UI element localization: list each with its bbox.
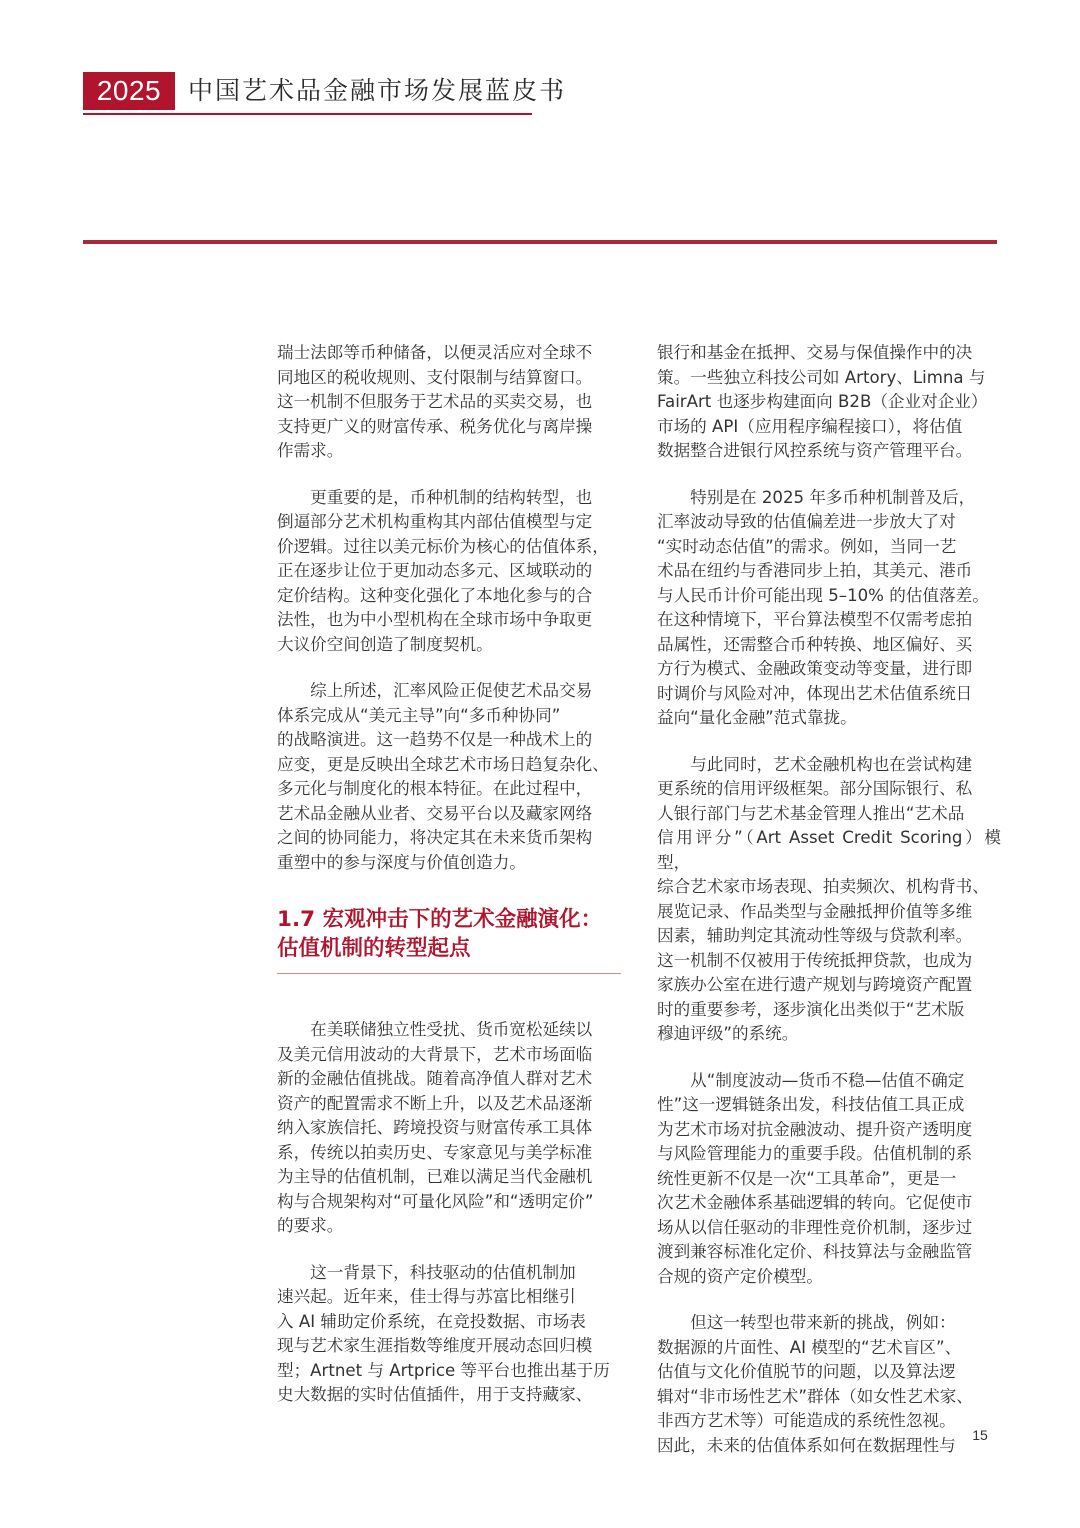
- paragraph: 在美联储独立性受扰、货币宽松延续以 及美元信用波动的大背景下，艺术市场面临 新的金融估值挑战。随着高净值人群对艺术 资产的配置需求不断上升，以及艺术品逐渐 纳入家族信托、跨境投资与财富传承工具体 系，传统以拍卖历史、专家意见与美学标准 为主导的估值机制，已难以满足当代金融机 构与合规架构对“可量化风险”和“透明定价” 的要求。: [277, 1020, 594, 1235]
- paragraph: 这一背景下，科技驱动的估值机制加 速兴起。近年来，佳士得与苏富比相继引 入 AI 辅助定价系统，在竞投数据、市场表 现与艺术家生涯指数等维度开展动态回归模 型；Artnet 与 Artprice 等平台也推出基于历 史大数据的实时估值插件，用于支持藏家、: [277, 1262, 610, 1404]
- paragraph: 但这一转型也带来新的挑战，例如： 数据源的片面性、AI 模型的“艺术盲区”、 估值与文化价值脱节的问题，以及算法逻 辑对“非市场性艺术”群体（如女性艺术家、 非西方艺术等）可能造成的系统性忽视。 因此，未来的估值体系如何在数据理性与: [657, 1313, 973, 1455]
- page-number: 15: [972, 1427, 988, 1443]
- section-heading: 1.7 宏观冲击下的艺术金融演化： 估值机制的转型起点: [277, 907, 603, 961]
- paragraph: 综上所述，汇率风险正促使艺术品交易 体系完成从“美元主导”向“多币种协同” 的战略演进。这一趋势不仅是一种战术上的 应变，更是反映出全球艺术市场日趋复杂化、 多元化与制度化的根本特征。在此过程中， 艺术品金融从业者、交易平台以及藏家网络 之间的协同能力，将决定其在未来货币架构 重塑中的参与深度与价值创造力。: [277, 681, 609, 872]
- left-column: [277, 341, 621, 1408]
- paragraph: 更重要的是，币种机制的结构转型，也 倒逼部分艺术机构重构其内部估值模型与定 价逻辑。过往以美元标价为核心的估值体系， 正在逐步让位于更加动态多元、区域联动的 定价结构。这种变化强化了本地化参与的合 法性，也为中小型机构在全球市场中争取更 大议价空间创造了制度契机。: [277, 487, 609, 654]
- paragraph: 瑞士法郎等币种储备，以便灵活应对全球不 同地区的税收规则、支付限制与结算窗口。 这一机制不但服务于艺术品的买卖交易，也 支持更广义的财富传承、税务优化与离岸操 作需求。: [277, 343, 593, 460]
- report-title: 中国艺术品金融市场发展蓝皮书: [188, 76, 567, 105]
- header-underline: [83, 113, 532, 115]
- paragraph: 从“制度波动—货币不稳—估值不确定 性”这一逻辑链条出发，科技估值工具正成 为艺术市场对抗金融波动、提升资产透明度 与风险管理能力的重要手段。估值机制的系 统性更新不仅是一次“工具革命”，更是一 次艺术金融体系基础逻辑的转向。它促使市 场从以信任驱动的非理性竞价机制，逐步过 渡到兼容标准化定价、科技算法与金融监管 合规的资产定价模型。: [657, 1070, 973, 1286]
- paragraph: 银行和基金在抵押、交易与保值操作中的决 策。一些独立科技公司如 Artory、Limna 与 FairArt 也逐步构建面向 B2B（企业对企业） 市场的 API（应用程序编程接口），将估值 数据整合进银行风控系统与资产管理平台。: [657, 343, 988, 460]
- section-heading-block: [277, 905, 621, 974]
- paragraph: 特别是在 2025 年多币种机制普及后， 汇率波动导致的估值偏差进一步放大了对 “实时动态估值”的需求。例如，当同一艺 术品在纽约与香港同步上拍，其美元、港币 与人民币计价可能出现 5–10% 的估值落差。 在这种情境下，平台算法模型不仅需考虑拍 品属性，还需整合币种转换、地区偏好、买 方行为模式、金融政策变动等变量，进行即 时调价与风险对冲，体现出艺术估值系统日 益向“量化金融”范式靠拢。: [657, 487, 989, 727]
- top-divider-band: [83, 240, 997, 244]
- paragraph: 与此同时，艺术金融机构也在尝试构建 更系统的信用评级框架。部分国际银行、私 人银行部门与艺术基金管理人推出“艺术品 信用评分”（Art Asset Credit Scoring）模型， 综合艺术家市场表现、拍卖频次、机构背书、 展览记录、作品类型与金融抵押价值等多维 因素，辅助判定其流动性等级与贷款利率。 这一机制不仅被用于传统抵押贷款，也成为 家族办公室在进行遗产规划与跨境资产配置 时的重要参考，逐步演化出类似于“艺术版 穆迪评级”的系统。: [657, 754, 1001, 1043]
- report-year-badge: 2025: [83, 72, 175, 110]
- right-column: [657, 341, 1001, 1458]
